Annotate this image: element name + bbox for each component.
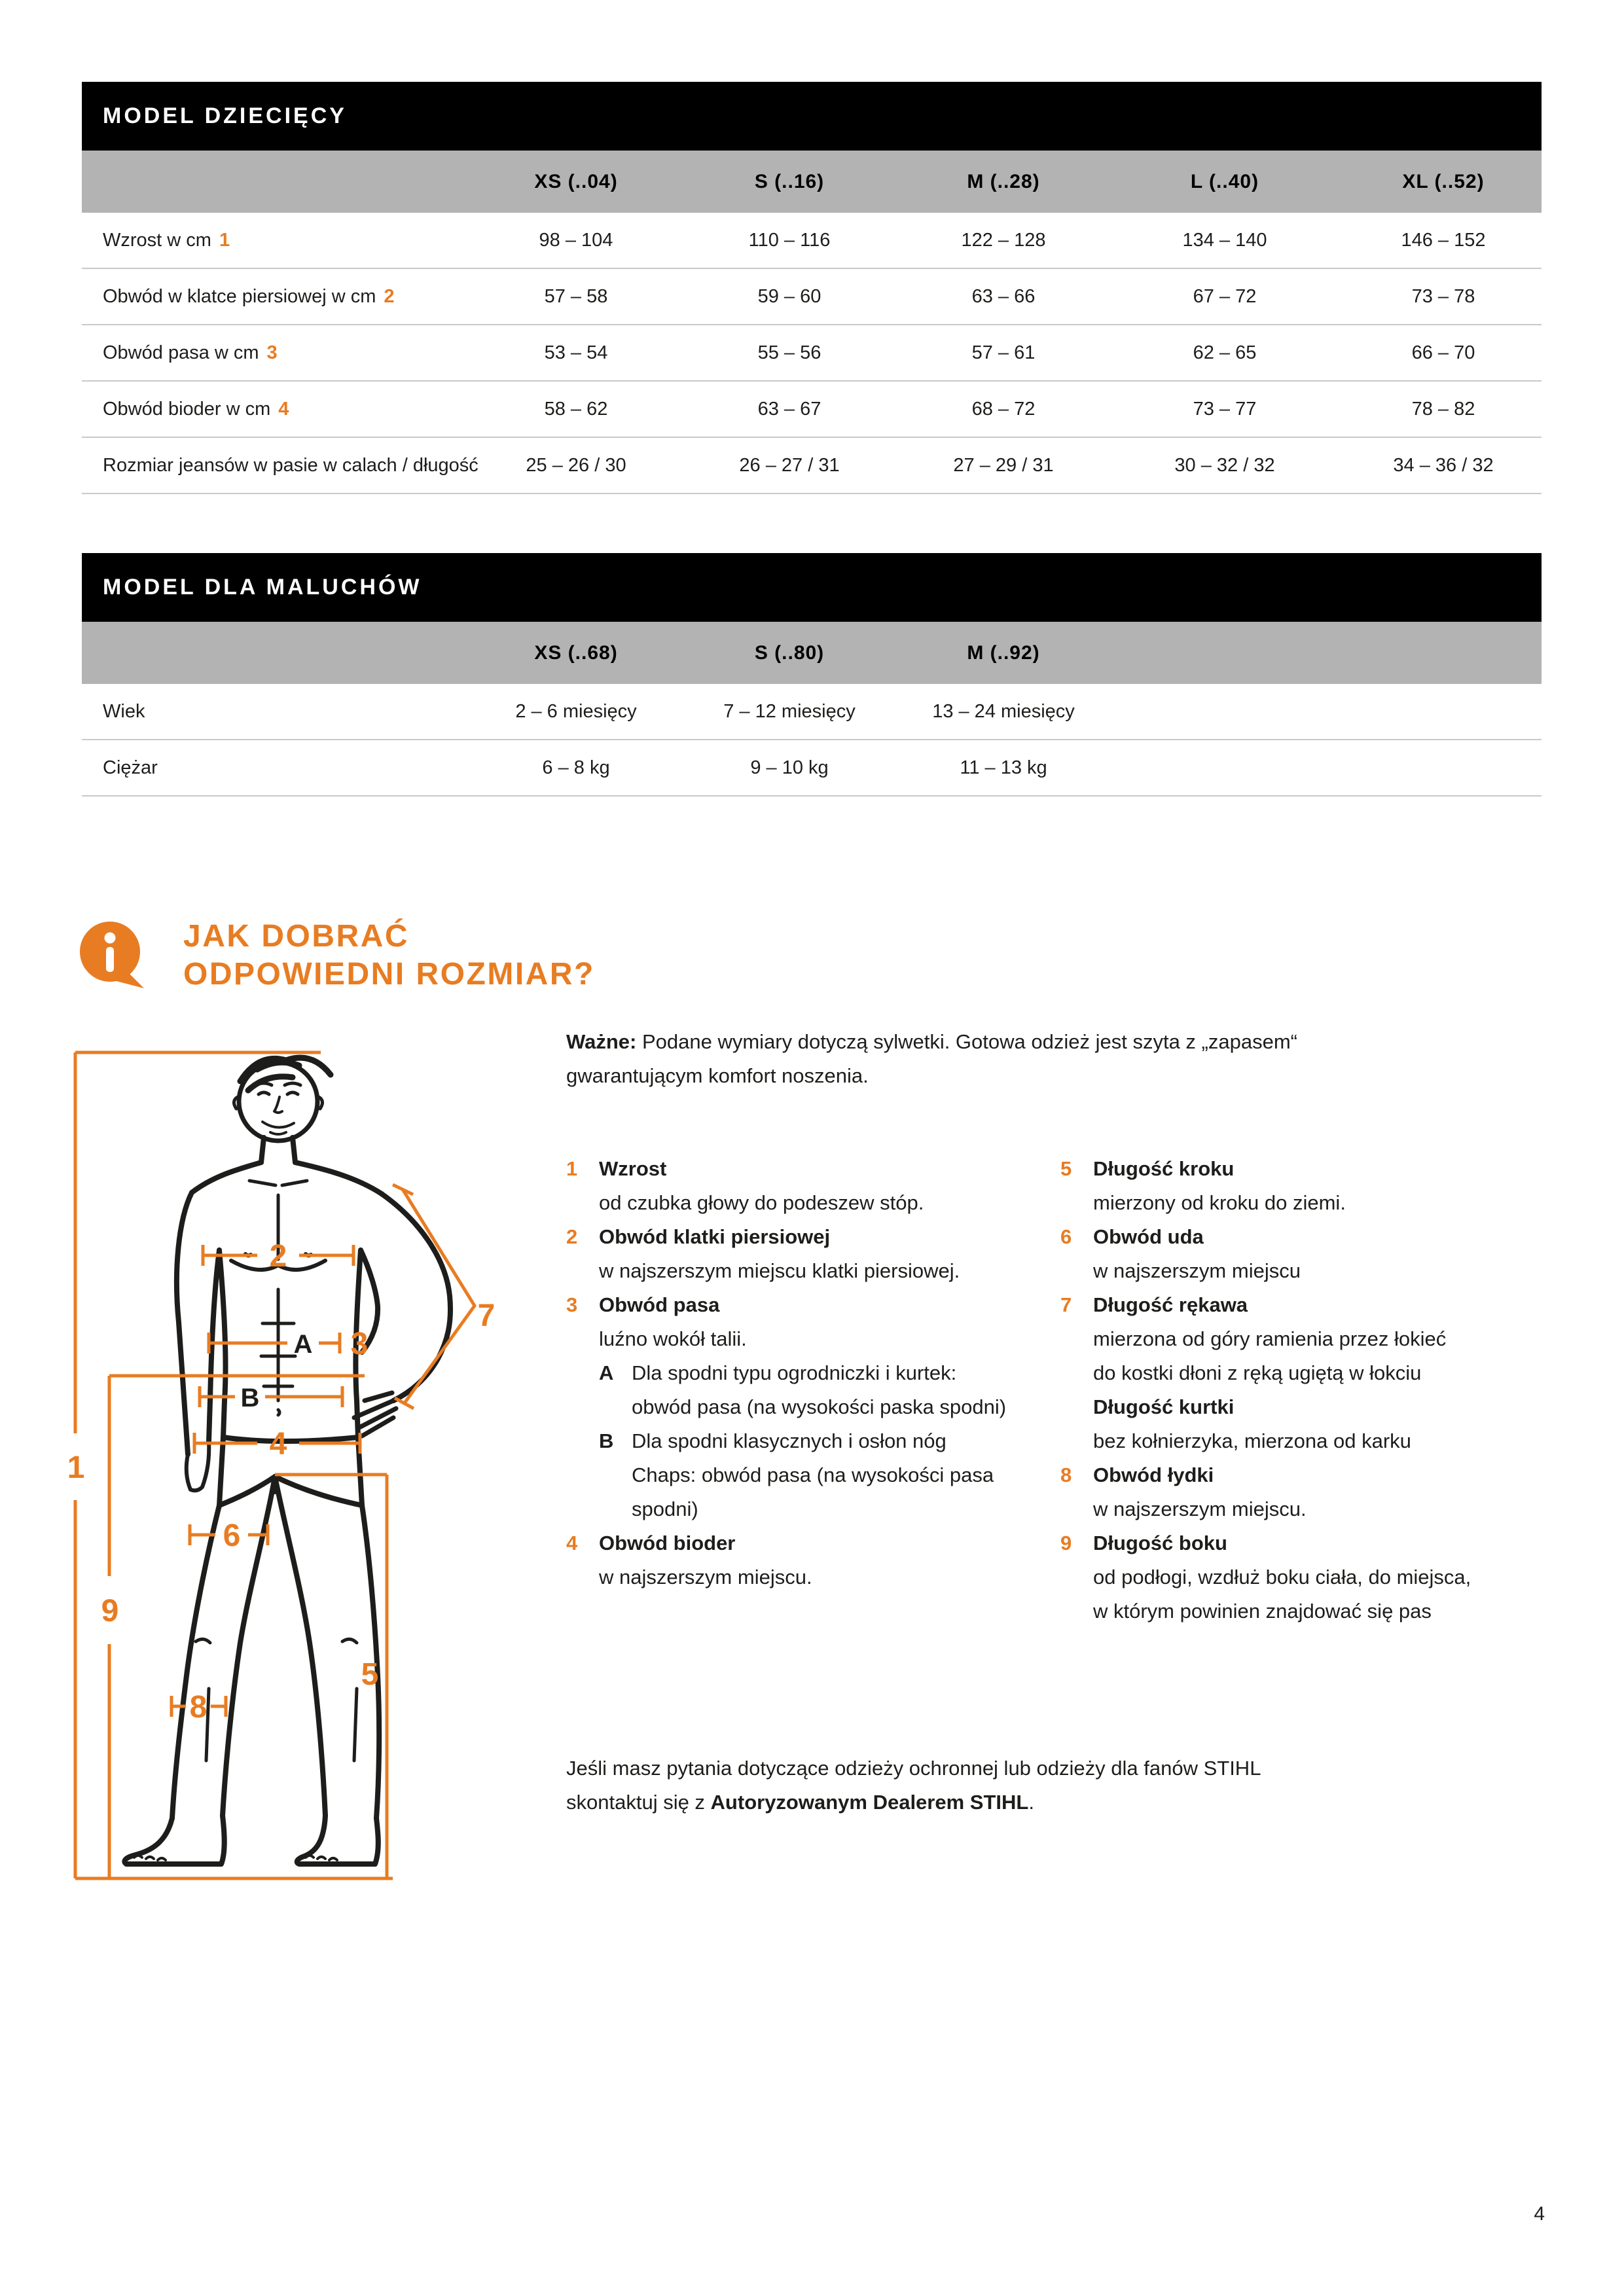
list-item-desc: od podłogi, wzdłuż boku ciała, do miejsca, — [1093, 1566, 1471, 1588]
section-heading-line2: ODPOWIEDNI ROZMIAR? — [183, 957, 595, 992]
cell: 122 – 128 — [961, 230, 1046, 251]
list-subitem-cont: Chaps: obwód pasa (na wysokości pasa — [632, 1463, 994, 1486]
column-header: S (..80) — [754, 642, 825, 664]
cell: 134 – 140 — [1182, 230, 1267, 251]
item-number: 1 — [566, 1157, 578, 1180]
list-item-subtitle: Długość kurtki — [1093, 1395, 1235, 1418]
cell: 11 – 13 kg — [960, 757, 1047, 778]
row-label: Obwód w klatce piersiowej w cm 2 — [103, 286, 395, 307]
list-item-desc: do kostki dłoni z ręką ugiętą w łokciu — [1093, 1361, 1422, 1384]
row-label: Wzrost w cm 1 — [103, 230, 230, 251]
important-note — [566, 1025, 1297, 1093]
cell: 68 – 72 — [971, 399, 1036, 420]
cell: 6 – 8 kg — [542, 757, 610, 778]
cell: 78 – 82 — [1411, 399, 1475, 420]
subitem-letter: B — [599, 1429, 614, 1452]
section-heading-line1: JAK DOBRAĆ — [183, 919, 410, 954]
figure-label-4: 4 — [269, 1427, 287, 1462]
dealer-note — [566, 1751, 1261, 1820]
list-subitem-cont: spodni) — [632, 1498, 698, 1520]
figure-label-5: 5 — [361, 1657, 379, 1692]
dealer-note-line1: Jeśli masz pytania dotyczące odzieży ochronnej lub odzieży dla fanów STIHL — [566, 1757, 1261, 1780]
row-marker: 2 — [384, 286, 395, 307]
cell: 55 – 56 — [757, 342, 821, 363]
list-item-title: 1 Wzrost — [566, 1152, 1044, 1186]
row-label: Obwód bioder w cm 4 — [103, 399, 289, 420]
cell: 58 – 62 — [544, 399, 608, 420]
table-toddlers-title-bar — [82, 553, 1542, 622]
column-header: M (..28) — [967, 171, 1040, 192]
important-label: Ważne: — [566, 1030, 637, 1053]
man-line-art — [124, 1058, 450, 1864]
item-number: 6 — [1060, 1225, 1072, 1248]
row-marker: 3 — [266, 342, 278, 363]
figure-label-7: 7 — [477, 1299, 496, 1333]
table-toddlers-title: MODEL DLA MALUCHÓW — [103, 575, 422, 600]
list-item-title: 9 Długość boku — [1060, 1526, 1558, 1560]
cell: 26 – 27 / 31 — [739, 455, 840, 476]
cell: 63 – 66 — [971, 286, 1036, 307]
cell: 63 – 67 — [757, 399, 821, 420]
list-item-title: 3 Obwód pasa — [566, 1288, 1044, 1322]
cell: 30 – 32 / 32 — [1174, 455, 1275, 476]
cell: 57 – 58 — [544, 286, 608, 307]
figure-label-B: B — [240, 1384, 260, 1412]
figure-label-6: 6 — [223, 1518, 241, 1553]
item-number: 9 — [1060, 1532, 1072, 1554]
cell: 62 – 65 — [1193, 342, 1257, 363]
list-item-title: 8 Obwód łydki — [1060, 1458, 1558, 1492]
figure-label-2: 2 — [269, 1239, 287, 1274]
table-row — [82, 325, 1542, 382]
table-children-column-header-row — [82, 151, 1542, 213]
table-toddler-sizes — [82, 553, 1542, 797]
cell: 110 – 116 — [748, 230, 831, 251]
table-row — [82, 740, 1542, 797]
list-item-desc: luźno wokół talii. — [599, 1327, 747, 1350]
body-measurement-diagram — [62, 1034, 507, 1898]
list-item-title: 2 Obwód klatki piersiowej — [566, 1220, 1044, 1254]
cell: 27 – 29 / 31 — [953, 455, 1054, 476]
cell: 73 – 77 — [1193, 399, 1257, 420]
dealer-note-line2: skontaktuj się z Autoryzowanym Dealerem STIHL. — [566, 1791, 1034, 1814]
row-marker: 4 — [278, 399, 289, 420]
list-item-desc: w najszerszym miejscu klatki piersiowej. — [599, 1259, 960, 1282]
list-item-desc: mierzony od kroku do ziemi. — [1093, 1191, 1346, 1214]
cell: 146 – 152 — [1401, 230, 1486, 251]
cell: 57 – 61 — [971, 342, 1036, 363]
column-header: XS (..04) — [534, 171, 618, 192]
column-header: M (..92) — [967, 642, 1040, 664]
figure-label-8: 8 — [189, 1690, 208, 1725]
cell: 59 – 60 — [757, 286, 821, 307]
cell: 13 – 24 miesięcy — [932, 701, 1075, 722]
list-item-desc: mierzona od góry ramienia przez łokieć — [1093, 1327, 1447, 1350]
table-row — [82, 684, 1542, 740]
column-header: XL (..52) — [1402, 171, 1485, 192]
row-label: Ciężar — [103, 757, 158, 778]
section-heading — [183, 918, 595, 994]
list-item-desc: w najszerszym miejscu. — [1093, 1498, 1307, 1520]
cell: 7 – 12 miesięcy — [723, 701, 856, 722]
measure-list-right — [1060, 1152, 1558, 1628]
figure-label-9: 9 — [101, 1594, 119, 1628]
table-children-title: MODEL DZIECIĘCY — [103, 103, 347, 128]
measure-list-left — [566, 1152, 1044, 1594]
row-label: Rozmiar jeansów w pasie w calach / długość — [103, 455, 478, 476]
cell: 25 – 26 / 30 — [526, 455, 626, 476]
table-toddlers-column-header-row — [82, 622, 1542, 684]
row-marker: 1 — [219, 230, 230, 251]
item-number: 7 — [1060, 1293, 1072, 1316]
list-item-desc: w najszerszym miejscu — [1093, 1259, 1301, 1282]
important-note-line2: gwarantującym komfort noszenia. — [566, 1064, 869, 1087]
column-header: L (..40) — [1190, 171, 1259, 192]
row-label: Wiek — [103, 701, 145, 722]
item-number: 8 — [1060, 1463, 1072, 1486]
cell: 9 – 10 kg — [750, 757, 829, 778]
table-row — [82, 438, 1542, 494]
table-row — [82, 269, 1542, 325]
cell: 2 – 6 miesięcy — [515, 701, 637, 722]
table-row — [82, 213, 1542, 269]
list-item-desc: od czubka głowy do podeszew stóp. — [599, 1191, 924, 1214]
cell: 73 – 78 — [1411, 286, 1475, 307]
measurement-lines — [75, 1052, 475, 1878]
info-icon — [77, 920, 151, 994]
table-row — [82, 382, 1542, 438]
row-label: Obwód pasa w cm 3 — [103, 342, 278, 363]
list-item-title: 7 Długość rękawa — [1060, 1288, 1558, 1322]
list-item-desc: bez kołnierzyka, mierzona od karku — [1093, 1429, 1411, 1452]
table-children-sizes — [82, 82, 1542, 494]
item-number: 5 — [1060, 1157, 1072, 1180]
figure-label-1: 1 — [67, 1450, 85, 1485]
list-subitem: B Dla spodni klasycznych i osłon nóg — [566, 1424, 1044, 1458]
item-number: 2 — [566, 1225, 578, 1248]
cell: 34 – 36 / 32 — [1393, 455, 1494, 476]
important-note-line1: Ważne: Podane wymiary dotyczą sylwetki. Gotowa odzież jest szyta z „zapasem“ — [566, 1030, 1297, 1053]
column-header: XS (..68) — [534, 642, 618, 664]
figure-label-A: A — [293, 1330, 313, 1359]
list-item-title: 4 Obwód bioder — [566, 1526, 1044, 1560]
list-item-title: 5 Długość kroku — [1060, 1152, 1558, 1186]
item-number: 3 — [566, 1293, 578, 1316]
column-header: S (..16) — [754, 171, 825, 192]
page-number: 4 — [1534, 2203, 1545, 2225]
list-item-desc: w którym powinien znajdować się pas — [1093, 1600, 1432, 1623]
list-item-title: 6 Obwód uda — [1060, 1220, 1558, 1254]
subitem-letter: A — [599, 1361, 614, 1384]
cell: 53 – 54 — [544, 342, 608, 363]
cell: 98 – 104 — [539, 230, 613, 251]
item-number: 4 — [566, 1532, 578, 1554]
table-children-title-bar — [82, 82, 1542, 151]
list-subitem-cont: obwód pasa (na wysokości paska spodni) — [632, 1395, 1007, 1418]
list-item-desc: w najszerszym miejscu. — [599, 1566, 812, 1588]
cell: 66 – 70 — [1411, 342, 1475, 363]
list-subitem: A Dla spodni typu ogrodniczki i kurtek: — [566, 1356, 1044, 1390]
cell: 67 – 72 — [1193, 286, 1257, 307]
figure-label-3: 3 — [350, 1327, 369, 1361]
